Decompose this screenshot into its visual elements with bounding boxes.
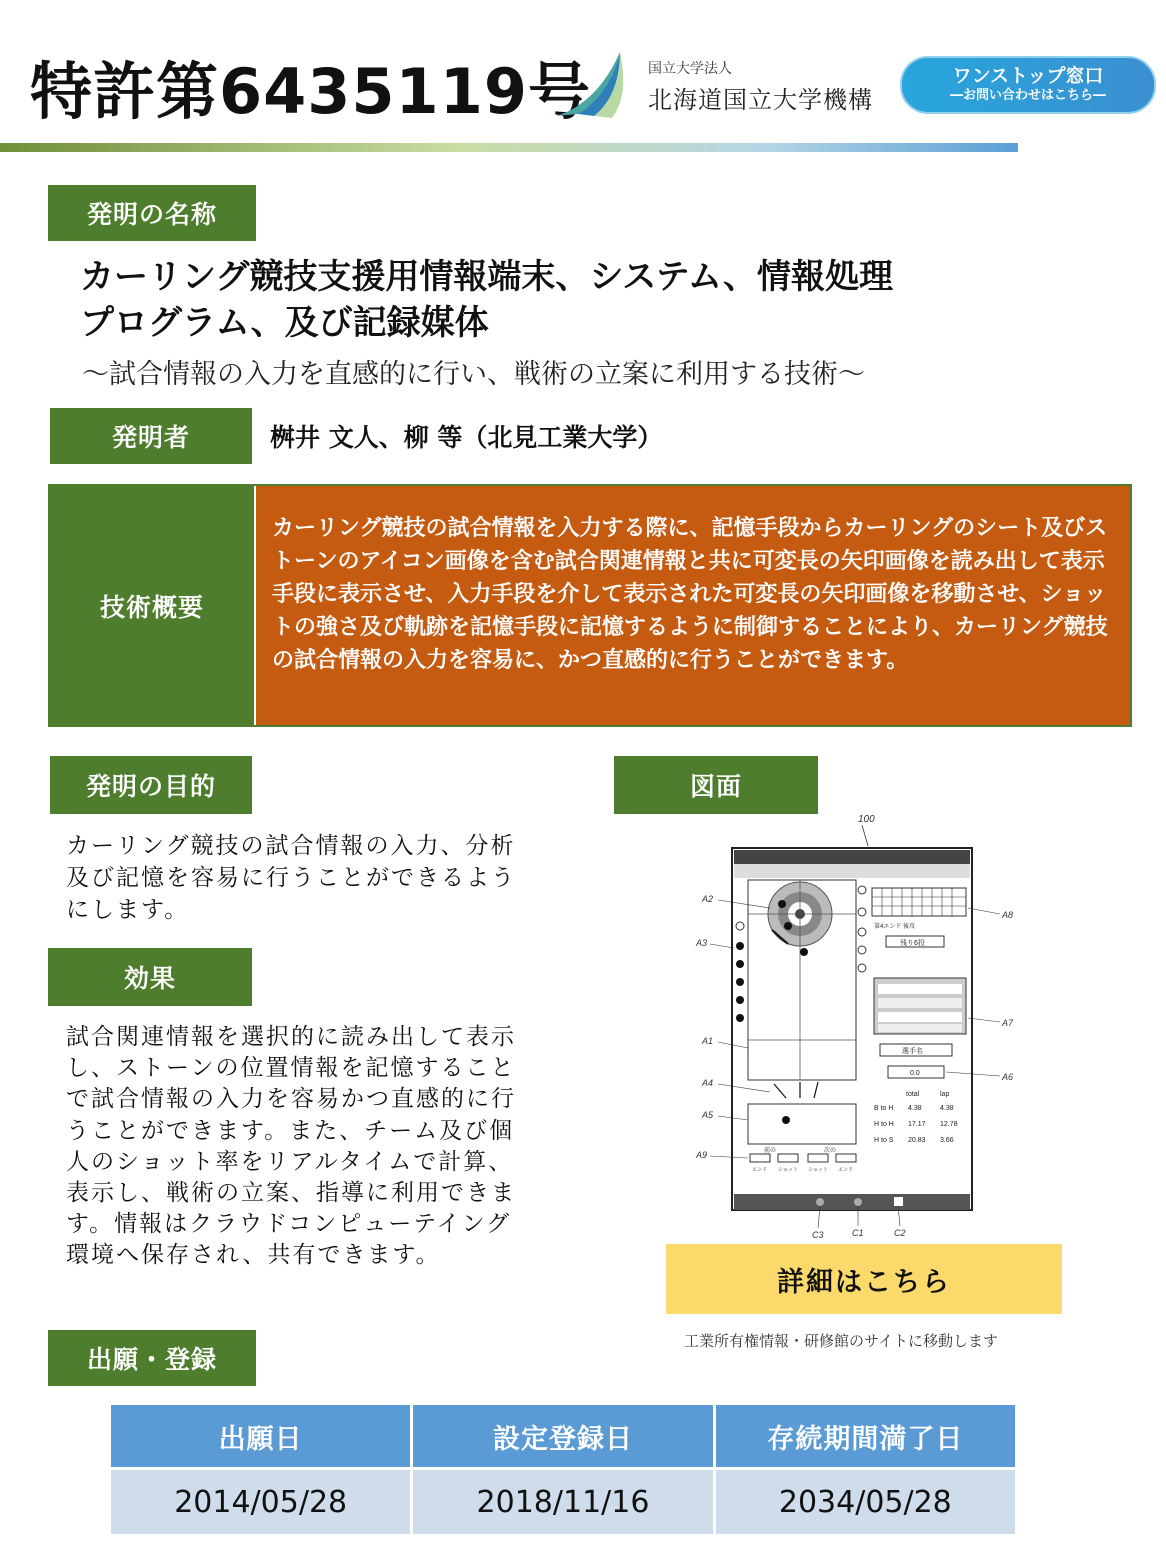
figure-label-a5: A5 — [702, 1110, 714, 1120]
figure-nav-next: 次の — [824, 1148, 837, 1154]
figure-end-label: 第4エンド 後攻 — [874, 924, 916, 930]
effect-text: 試合関連情報を選択的に読み出して表示し、ストーンの位置情報を記憶することで試合情報の入力を容易かつ直感的に行うことができます。また、チーム及び個人のショット率をリアルタイムで計算、表示し、戦術の立案、指導に利用できます。情報はクラウドコンピューテイング環境へ保存され、共有できます。 — [66, 1024, 516, 1269]
onestop-label: ワンストップ窓口 — [952, 65, 1104, 87]
invention-title-line2: プログラム、及び記録媒体 — [80, 303, 489, 343]
section-label-effect: 効果 — [48, 948, 252, 1006]
figure-stat-name-2: H to H — [874, 1121, 894, 1128]
section-label-filing: 出願・登録 — [48, 1330, 256, 1386]
figure-nav-button-4: エンド — [838, 1167, 854, 1173]
filing-dates-table — [108, 1402, 1018, 1537]
org-name: 北海道国立大学機構 — [648, 86, 873, 114]
university-logo-icon — [554, 48, 634, 120]
section-label-inventor: 発明者 — [50, 408, 252, 464]
section-label-figure: 図面 — [614, 756, 818, 814]
invention-subtitle: ～試合情報の入力を直感的に行い、戦術の立案に利用する技術～ — [82, 359, 865, 390]
onestop-contact-button[interactable] — [900, 56, 1156, 114]
figure-stat-lap-1: 4.38 — [940, 1105, 954, 1112]
table-row — [111, 1470, 1015, 1534]
figure-nav-button-1: エンド — [752, 1167, 768, 1173]
details-button[interactable]: 詳細はこちら — [666, 1244, 1062, 1314]
figure-stat-total-3: 20.83 — [908, 1137, 926, 1144]
registration-date-value: 2018/11/16 — [413, 1470, 712, 1534]
section-label-summary: 技術概要 — [50, 486, 254, 725]
invention-title — [80, 254, 1080, 346]
figure-stat-total-1: 4.38 — [908, 1105, 922, 1112]
figure-stat-name-1: B to H — [874, 1105, 894, 1112]
summary-row — [48, 484, 1132, 727]
figure-value-label: 0.0 — [910, 1070, 920, 1077]
figure-stats-total-header: total — [906, 1091, 920, 1098]
figure-label-a8: A8 — [1002, 910, 1014, 920]
patent-number: 特許第6435119号 — [30, 55, 591, 128]
filing-date-value: 2014/05/28 — [111, 1470, 410, 1534]
figure-stat-lap-3: 3.66 — [940, 1137, 954, 1144]
patent-drawing — [690, 808, 1030, 1248]
org-subtitle: 国立大学法人 — [648, 61, 732, 77]
table-header-row — [111, 1405, 1015, 1467]
details-note: 工業所有権情報・研修館のサイトに移動します — [684, 1332, 998, 1350]
header-divider — [0, 143, 1018, 152]
figure-label-a1: A1 — [702, 1036, 714, 1046]
figure-label-a9: A9 — [696, 1150, 708, 1160]
figure-stat-total-2: 17.17 — [908, 1121, 926, 1128]
figure-player-label: 選手名 — [902, 1048, 923, 1055]
section-label-purpose: 発明の目的 — [50, 756, 252, 814]
figure-label-a3: A3 — [696, 938, 708, 948]
figure-stat-lap-2: 12.78 — [940, 1121, 958, 1128]
figure-stat-name-3: H to S — [874, 1137, 894, 1144]
figure-ref-100: 100 — [858, 814, 875, 825]
onestop-sublabel: ―お問い合わせはこちら― — [949, 88, 1106, 103]
figure-remaining-label: 残り6投 — [900, 940, 925, 947]
summary-text: カーリング競技の試合情報を入力する際に、記憶手段からカーリングのシート及びストーンのアイコン画像を含む試合関連情報と共に可変長の矢印画像を読み出して表示手段に表示させ、入力手段を介して表示された可変長の矢印画像を移動させ、ショットの強さ及び軌跡を記憶手段に記憶するように制御することにより、カーリング競技の試合情報の入力を容易に、かつ直感的に行うことができます。 — [256, 486, 1130, 725]
figure-label-a6: A6 — [1002, 1072, 1014, 1082]
inventor-names: 桝井 文人、柳 等（北見工業大学） — [270, 423, 663, 452]
header-registration-date: 設定登録日 — [413, 1405, 712, 1467]
purpose-text: カーリング競技の試合情報の入力、分析及び記憶を容易に行うことができるようにします。 — [66, 833, 516, 923]
figure-stats-lap-header: lap — [940, 1091, 950, 1098]
figure-label-c1: C1 — [852, 1228, 864, 1238]
expiry-date-value: 2034/05/28 — [716, 1470, 1015, 1534]
figure-nav-button-2: ショット — [778, 1167, 798, 1173]
figure-label-a7: A7 — [1002, 1018, 1014, 1028]
figure-label-c3: C3 — [812, 1230, 824, 1240]
figure-label-a2: A2 — [702, 894, 714, 904]
header-filing-date: 出願日 — [111, 1405, 410, 1467]
invention-title-line1: カーリング競技支援用情報端末、システム、情報処理 — [80, 257, 893, 297]
section-label-name: 発明の名称 — [48, 185, 256, 241]
header-expiry-date: 存続期間満了日 — [716, 1405, 1015, 1467]
figure-nav-prev: 前の — [764, 1148, 777, 1154]
figure-label-a4: A4 — [702, 1078, 714, 1088]
figure-label-c2: C2 — [894, 1228, 906, 1238]
figure-nav-button-3: ショット — [808, 1167, 828, 1173]
